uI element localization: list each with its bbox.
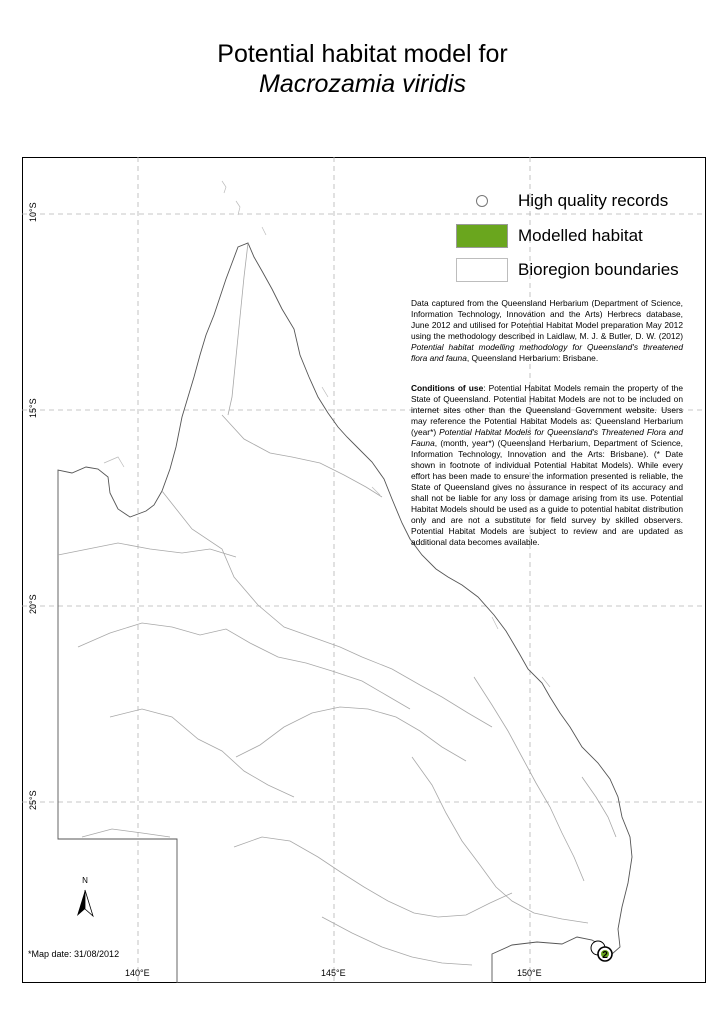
legend-habitat-label: Modelled habitat (518, 226, 643, 245)
bioregion-line (474, 677, 584, 881)
north-arrow-right-half (85, 890, 93, 916)
record-markers (591, 941, 612, 961)
north-arrow-left-half (77, 890, 85, 916)
island (104, 457, 124, 467)
island (372, 487, 380, 495)
record-count-label: 2 (602, 950, 608, 961)
lat-label-25s: 25°S (28, 790, 38, 810)
bioregion-line (228, 243, 248, 415)
conditions-text-continued: , (month, year*) (Queensland Herbarium, Department of Science, Information Technology, Innovation and the Arts: Brisbane). (* Date shown in footnote of individual Potential Habitat Models). While every effort has been made to ensure the information presented is reliable, the State of Queensland gives no assurance in respect of its accuracy and shall not be liable for any loss or damage arising from its use. Potential Habitat Models should be used as a guide to potential habitat distribution only and are not a substitute for field survey by skilled observers. Potential Habitat Models are subject to review and are updated as additional data becomes available. (411, 438, 683, 547)
record-circle-icon (476, 195, 488, 207)
lon-label-150e: 150°E (517, 968, 542, 978)
bioregion-line (322, 917, 472, 965)
data-source-publisher: , Queensland Herbarium: Brisbane. (466, 353, 599, 363)
north-label: N (82, 876, 88, 885)
bioregion-line (58, 543, 236, 557)
data-source-note (411, 298, 683, 364)
lon-label-145e: 145°E (321, 968, 346, 978)
bioregion-line (222, 415, 382, 497)
legend-bioregion-row (456, 258, 679, 282)
lat-label-20s: 20°S (28, 594, 38, 614)
legend-habitat-row (456, 224, 643, 248)
models-title: Potential Habitat Models for Queensland's Threatened Flora and Fauna (411, 427, 683, 448)
legend-habitat-swatch (456, 224, 508, 248)
legend-bioregion-label: Bioregion boundaries (518, 260, 679, 279)
bioregion-line (82, 829, 170, 837)
methodology-title: Potential habitat modelling methodology for Queensland's threatened flora and fauna (411, 342, 683, 363)
bioregion-line (234, 837, 512, 917)
bioregion-line (582, 777, 616, 837)
island (322, 387, 328, 397)
north-arrow-icon (74, 874, 96, 920)
lat-label-15s: 15°S (28, 398, 38, 418)
map-title-species: Macrozamia viridis (259, 70, 466, 98)
conditions-of-use-note (411, 383, 683, 548)
map-date: *Map date: 31/08/2012 (28, 949, 120, 959)
island (262, 227, 266, 235)
legend-records-label: High quality records (518, 191, 669, 210)
lon-label-140e: 140°E (125, 968, 150, 978)
data-source-text: Data captured from the Queensland Herbarium (Department of Science, Information Technology, Innovation and the Arts) Herbrecs database, June 2012 and utilised for Potential Habitat Model preparation May 2012 using the methodology described in Laidlaw, M. J. & Butler, D. W. (2012) (411, 298, 683, 341)
legend-records-row (456, 189, 668, 213)
island (222, 181, 226, 193)
bioregion-line (236, 707, 466, 761)
conditions-label: Conditions of use (411, 383, 484, 393)
island (236, 201, 240, 215)
lat-label-10s: 10°S (28, 202, 38, 222)
map-title-line1: Potential habitat model for (217, 40, 508, 68)
bioregion-line (78, 623, 410, 709)
legend-records-symbol (456, 189, 508, 213)
legend-bioregion-swatch (456, 258, 508, 282)
conditions-text: : Potential Habitat Models remain the property of the State of Queensland. Potential Habitat Models are not to be included on internet sites other than the Queensland Government website. Users may reference the Potential Habitat Models as: Queensland Herbarium (year*) (411, 383, 683, 437)
